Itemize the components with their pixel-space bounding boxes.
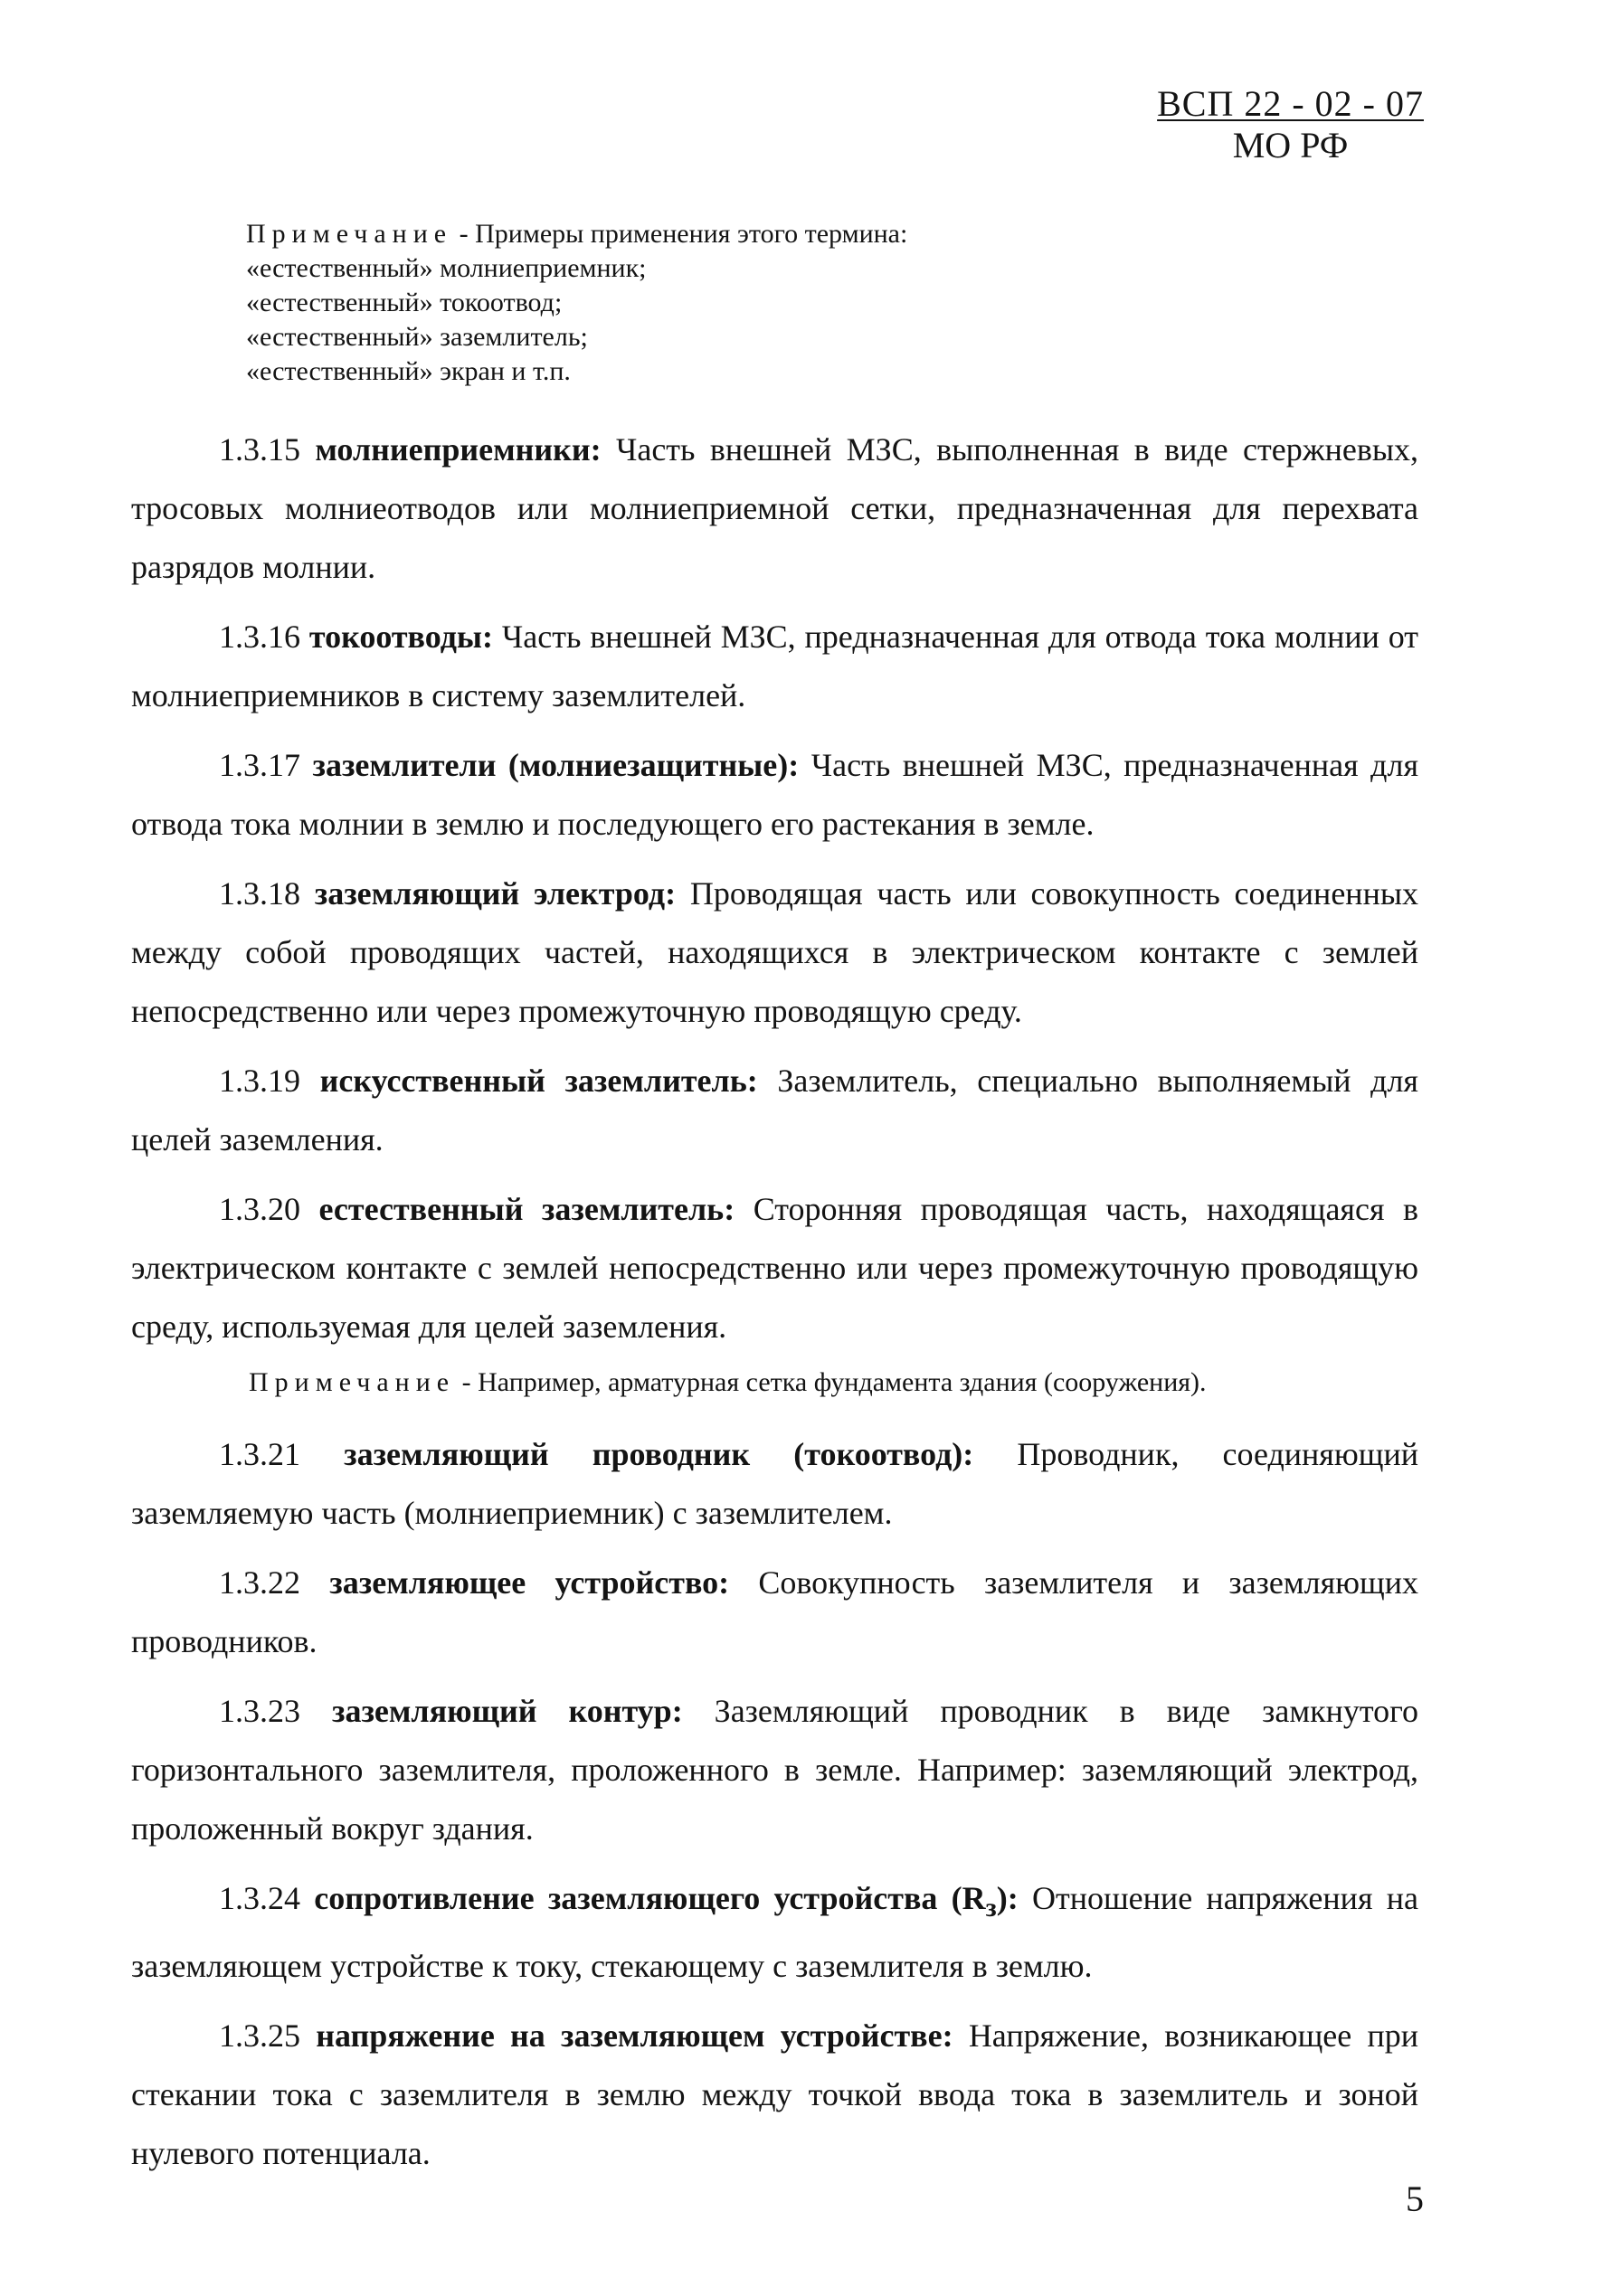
definition-1-3-21	[131, 1425, 1418, 1543]
clause-text: Напряжение, возникающее при стекании тока с заземлителя в землю между точкой ввода тока в заземлитель и зоной нулевого потенциала.	[131, 2017, 1419, 2172]
note-example-line: «естественный» экран и т.п.	[246, 356, 571, 386]
definition-1-3-24	[131, 1869, 1418, 1996]
clause-text: Проводящая часть или совокупность соединенных между собой проводящих частей, находящихся в электрическом контакте с землей непосредственно или через промежуточную проводящую среду.	[131, 875, 1419, 1029]
clause-term: заземляющее устройство:	[329, 1564, 730, 1601]
clause-number: 1.3.15	[219, 431, 300, 468]
document-org: МО РФ	[1232, 125, 1349, 165]
clause-text: Часть внешней МЗС, выполненная в виде стержневых, тросовых молниеотводов или молниеприемной сетки, предназначенная для перехвата разрядов молнии.	[131, 431, 1419, 585]
clause-text: Часть внешней МЗС, предназначенная для отвода тока молнии в землю и последующего его растекания в земле.	[131, 747, 1419, 842]
clause-text: Совокупность заземлителя и заземляющих проводников.	[131, 1564, 1419, 1659]
clause-term: токоотводы:	[308, 619, 494, 655]
clause-number: 1.3.17	[219, 747, 300, 783]
definition-1-3-17	[131, 736, 1418, 854]
note-examples-intro	[246, 217, 907, 251]
clause-term: искусственный заземлитель:	[319, 1063, 758, 1099]
clause-number: 1.3.18	[219, 875, 300, 912]
clause-text: Сторонняя проводящая часть, находящаяся в электрическом контакте с землей непосредственно или через промежуточную проводящую среду, используемая для целей заземления.	[131, 1191, 1419, 1345]
clause-number: 1.3.25	[219, 2017, 300, 2055]
document-body	[131, 420, 1418, 2194]
clause-term: заземляющий проводник (токоотвод):	[344, 1436, 974, 1472]
note-example-line: «естественный» заземлитель;	[246, 322, 588, 352]
clause-text: Часть внешней МЗС, предназначенная для отвода тока молнии от молниеприемников в систему заземлителей.	[131, 619, 1419, 713]
clause-number: 1.3.23	[219, 1693, 300, 1729]
clause-number: 1.3.24	[219, 1880, 300, 1916]
clause-text: Заземлитель, специально выполняемый для целей заземления.	[131, 1063, 1418, 1157]
clause-text: Проводник, соединяющий заземляемую часть (молниеприемник) с заземлителем.	[131, 1436, 1419, 1531]
note-example-line: «естественный» токоотвод;	[246, 288, 563, 317]
clause-term: заземляющий электрод:	[314, 875, 677, 912]
definition-1-3-19	[131, 1052, 1418, 1169]
clause-text: Отношение напряжения на заземляющем устройстве к току, стекающему с заземлителя в землю.	[131, 1880, 1419, 1985]
note-example	[131, 1362, 1418, 1403]
definition-1-3-25	[131, 2007, 1418, 2183]
definition-1-3-22	[131, 1554, 1418, 1671]
clause-number: 1.3.22	[219, 1564, 300, 1601]
clause-term-start: сопротивление заземляющего устройства (R	[314, 1880, 986, 1916]
document-code: ВСП 22 - 02 - 07	[1157, 83, 1424, 124]
clause-number: 1.3.21	[219, 1436, 300, 1472]
note-intro-text: Примеры применения этого термина:	[475, 219, 908, 249]
definition-1-3-15	[131, 420, 1418, 597]
definition-1-3-23	[131, 1682, 1418, 1858]
clause-term: естественный заземлитель:	[318, 1191, 735, 1227]
document-header	[1157, 83, 1424, 166]
clause-term: напряжение на заземляющем устройстве:	[316, 2017, 953, 2055]
page-number: 5	[1406, 2178, 1424, 2219]
clause-term	[314, 1880, 1019, 1923]
note-dash: -	[455, 1367, 479, 1397]
clause-number: 1.3.19	[219, 1063, 300, 1099]
clause-number: 1.3.16	[219, 619, 300, 655]
note-dash: -	[452, 219, 476, 249]
clause-term: молниеприемники:	[315, 431, 602, 468]
clause-term-subscript: з	[985, 1893, 997, 1923]
clause-term: заземлители (молниезащитные):	[312, 747, 800, 783]
note-label: Примечание	[249, 1367, 456, 1397]
note-label: Примечание	[246, 219, 453, 249]
definition-1-3-20	[131, 1180, 1418, 1356]
definition-1-3-18	[131, 865, 1418, 1041]
definition-1-3-16	[131, 608, 1418, 725]
clause-number: 1.3.20	[219, 1191, 300, 1227]
note-examples	[246, 217, 907, 389]
clause-term: заземляющий контур:	[331, 1693, 683, 1729]
note-text: Например, арматурная сетка фундамента здания (сооружения).	[478, 1367, 1207, 1397]
clause-text: Заземляющий проводник в виде замкнутого горизонтального заземлителя, проложенного в земле. Например: заземляющий электрод, проложенный вокруг здания.	[131, 1693, 1418, 1847]
note-example-line: «естественный» молниеприемник;	[246, 253, 647, 283]
clause-term-end: ):	[996, 1880, 1019, 1916]
